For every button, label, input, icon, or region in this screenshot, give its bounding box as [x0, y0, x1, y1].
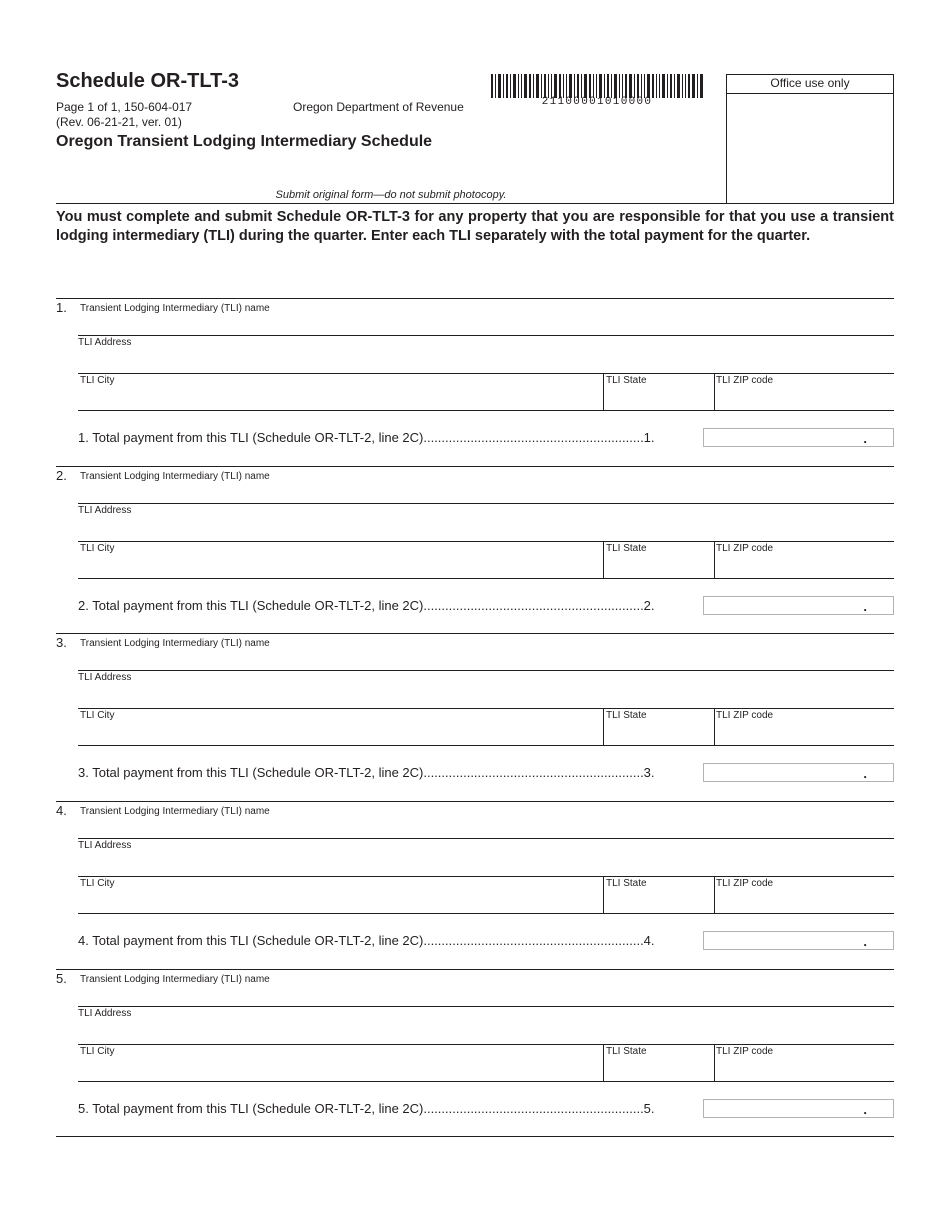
- total-payment-label: 1. Total payment from this TLI (Schedule OR-TLT-2, line 2C).............................................................1.: [78, 430, 655, 445]
- total-payment-input[interactable]: [703, 931, 894, 950]
- tli-name-label: Transient Lodging Intermediary (TLI) name: [80, 806, 270, 817]
- tli-state-label: TLI State: [606, 878, 647, 889]
- tli-zip-field[interactable]: [715, 1055, 894, 1080]
- tli-address-label: TLI Address: [78, 505, 132, 516]
- header-divider: [56, 203, 726, 204]
- tli-name-field[interactable]: [78, 643, 894, 670]
- city-underline: [78, 1081, 894, 1082]
- decimal-point: .: [863, 431, 867, 446]
- section-number: 1.: [56, 300, 67, 315]
- city-underline: [78, 913, 894, 914]
- tli-address-label: TLI Address: [78, 1008, 132, 1019]
- submit-note: Submit original form—do not submit photocopy.: [275, 189, 507, 201]
- tli-name-field[interactable]: [78, 476, 894, 503]
- tli-name-label: Transient Lodging Intermediary (TLI) name: [80, 303, 270, 314]
- name-underline: [78, 503, 894, 504]
- name-underline: [78, 670, 894, 671]
- bottom-rule: [56, 1136, 894, 1137]
- section-top-rule: [56, 298, 894, 299]
- tli-section-4: [0, 801, 950, 969]
- tli-zip-field[interactable]: [715, 384, 894, 409]
- tli-zip-field[interactable]: [715, 552, 894, 577]
- tli-zip-label: TLI ZIP code: [716, 878, 774, 889]
- name-underline: [78, 1006, 894, 1007]
- tli-city-label: TLI City: [80, 543, 115, 554]
- tli-section-2: [0, 466, 950, 634]
- tli-address-field[interactable]: [78, 346, 894, 372]
- tli-name-label: Transient Lodging Intermediary (TLI) name: [80, 638, 270, 649]
- tli-address-field[interactable]: [78, 681, 894, 707]
- address-underline: [78, 708, 894, 709]
- tli-address-field[interactable]: [78, 849, 894, 875]
- section-number: 5.: [56, 971, 67, 986]
- office-use-label: Office use only: [727, 75, 893, 94]
- tli-name-field[interactable]: [78, 811, 894, 838]
- tli-section-1: [0, 298, 950, 466]
- tli-city-field[interactable]: [78, 384, 602, 409]
- instructions: You must complete and submit Schedule OR-TLT-3 for any property that you are responsible for that you use a transient lodging intermediary (TLI) during the quarter. Enter each TLI separately with the total payment for the quarter.: [56, 209, 894, 244]
- section-number: 2.: [56, 468, 67, 483]
- form-title: Schedule OR-TLT-3: [56, 70, 239, 92]
- address-underline: [78, 373, 894, 374]
- section-number: 3.: [56, 635, 67, 650]
- tli-state-field[interactable]: [604, 719, 714, 744]
- total-payment-label: 5. Total payment from this TLI (Schedule OR-TLT-2, line 2C).............................................................5.: [78, 1101, 655, 1116]
- form-subtitle: Oregon Transient Lodging Intermediary Schedule: [56, 133, 433, 150]
- address-underline: [78, 876, 894, 877]
- tli-name-label: Transient Lodging Intermediary (TLI) name: [80, 471, 270, 482]
- decimal-point: .: [863, 766, 867, 781]
- tli-address-label: TLI Address: [78, 337, 132, 348]
- office-use-box: [726, 74, 894, 204]
- tli-address-field[interactable]: [78, 1017, 894, 1043]
- tli-city-label: TLI City: [80, 1046, 115, 1057]
- city-underline: [78, 410, 894, 411]
- total-payment-input[interactable]: [703, 596, 894, 615]
- tli-state-label: TLI State: [606, 543, 647, 554]
- total-payment-input[interactable]: [703, 428, 894, 447]
- section-number: 4.: [56, 803, 67, 818]
- tli-name-label: Transient Lodging Intermediary (TLI) name: [80, 974, 270, 985]
- total-payment-input[interactable]: [703, 763, 894, 782]
- tli-zip-label: TLI ZIP code: [716, 710, 774, 721]
- city-underline: [78, 578, 894, 579]
- page-info: Page 1 of 1, 150-604-017: [56, 100, 193, 114]
- tli-city-field[interactable]: [78, 719, 602, 744]
- tli-zip-label: TLI ZIP code: [716, 1046, 774, 1057]
- tli-section-3: [0, 633, 950, 801]
- tli-zip-label: TLI ZIP code: [716, 375, 774, 386]
- decimal-point: .: [863, 1102, 867, 1117]
- tli-name-field[interactable]: [78, 308, 894, 335]
- tli-state-field[interactable]: [604, 1055, 714, 1080]
- tli-state-field[interactable]: [604, 552, 714, 577]
- tli-name-field[interactable]: [78, 979, 894, 1006]
- tli-zip-field[interactable]: [715, 719, 894, 744]
- tli-address-label: TLI Address: [78, 840, 132, 851]
- tli-city-field[interactable]: [78, 1055, 602, 1080]
- decimal-point: .: [863, 934, 867, 949]
- total-payment-input[interactable]: [703, 1099, 894, 1118]
- total-payment-label: 2. Total payment from this TLI (Schedule OR-TLT-2, line 2C).............................................................2.: [78, 598, 655, 613]
- tli-city-label: TLI City: [80, 375, 115, 386]
- tli-address-label: TLI Address: [78, 672, 132, 683]
- section-top-rule: [56, 969, 894, 970]
- address-underline: [78, 1044, 894, 1045]
- tli-city-field[interactable]: [78, 887, 602, 912]
- name-underline: [78, 335, 894, 336]
- address-underline: [78, 541, 894, 542]
- tli-city-label: TLI City: [80, 878, 115, 889]
- tli-section-5: [0, 969, 950, 1137]
- total-payment-label: 3. Total payment from this TLI (Schedule OR-TLT-2, line 2C).............................................................3.: [78, 765, 655, 780]
- tli-state-label: TLI State: [606, 710, 647, 721]
- barcode-icon: [491, 74, 703, 98]
- tli-state-label: TLI State: [606, 1046, 647, 1057]
- total-payment-label: 4. Total payment from this TLI (Schedule OR-TLT-2, line 2C).............................................................4.: [78, 933, 655, 948]
- tli-zip-field[interactable]: [715, 887, 894, 912]
- section-top-rule: [56, 466, 894, 467]
- tli-state-field[interactable]: [604, 887, 714, 912]
- tli-city-label: TLI City: [80, 710, 115, 721]
- section-top-rule: [56, 801, 894, 802]
- name-underline: [78, 838, 894, 839]
- barcode-number: 21100001010000: [541, 96, 653, 108]
- revision-info: (Rev. 06-21-21, ver. 01): [56, 115, 182, 129]
- agency-name: Oregon Department of Revenue: [293, 100, 464, 114]
- decimal-point: .: [863, 599, 867, 614]
- section-top-rule: [56, 633, 894, 634]
- city-underline: [78, 745, 894, 746]
- tli-state-label: TLI State: [606, 375, 647, 386]
- tli-city-field[interactable]: [78, 552, 602, 577]
- tli-zip-label: TLI ZIP code: [716, 543, 774, 554]
- tli-state-field[interactable]: [604, 384, 714, 409]
- tli-address-field[interactable]: [78, 514, 894, 540]
